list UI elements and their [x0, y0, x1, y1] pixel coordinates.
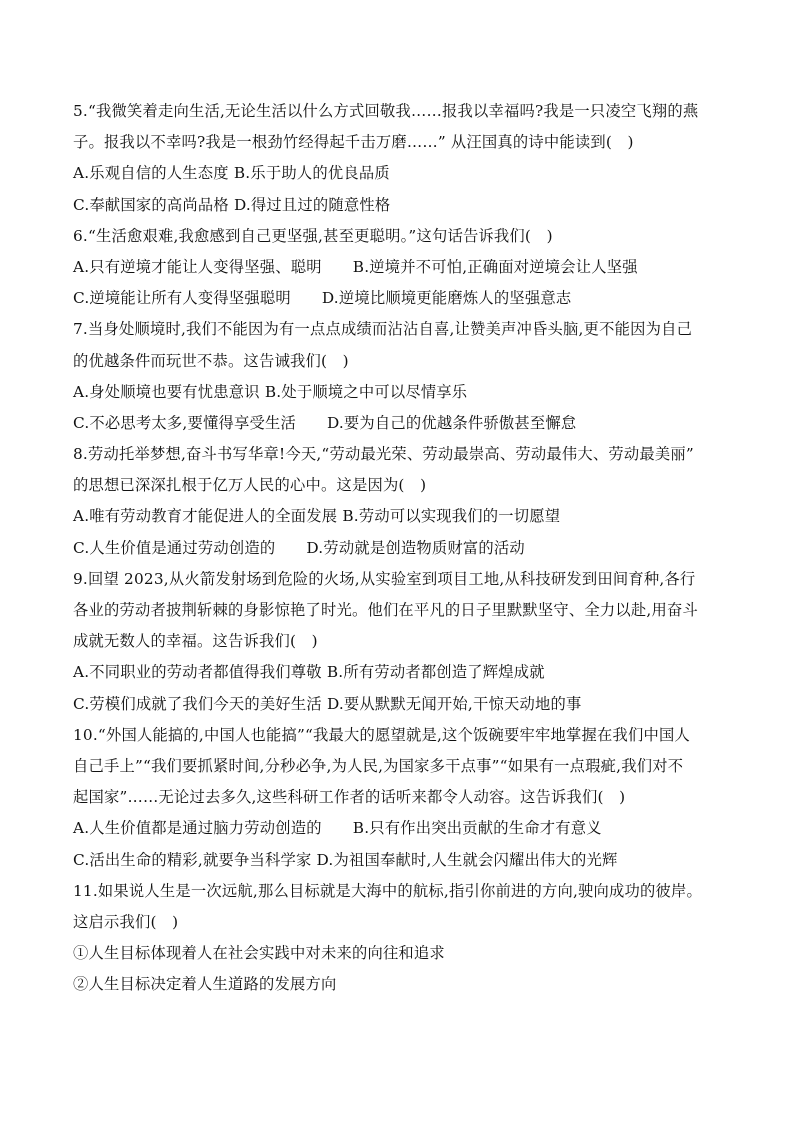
q7-stem-line-1: 7.当身处顺境时,我们不能因为有一点点成绩而沾沾自喜,让赞美声冲昏头脑,更不能因为自己 [73, 320, 693, 339]
q10-options-ab: A.人生价值都是通过脑力劳动创造的 B.只有作出突出贡献的生命才有意义 [73, 819, 602, 838]
q9-stem-line-2: 各业的劳动者披荆斩棘的身影惊艳了时光。他们在平凡的日子里默默坚守、全力以赴,用奋斗 [73, 601, 698, 619]
q8-options-ab: A.唯有劳动教育才能促进人的全面发展 B.劳动可以实现我们的一切愿望 [73, 507, 561, 526]
q8-options-cd: C.人生价值是通过劳动创造的 D.劳动就是创造物质财富的活动 [73, 538, 525, 557]
q5-stem-line-1: 5.“我微笑着走向生活,无论生活以什么方式回敬我……报我以幸福吗?我是一只凌空飞翔的燕 [73, 102, 699, 120]
q10-stem-line-2: 自己手上”“我们要抓紧时间,分秒必争,为人民,为国家多干点事”“如果有一点瑕疵,我们对不 [73, 756, 684, 775]
q7-options-ab: A.身处顺境也要有忧患意识 B.处于顺境之中可以尽情享乐 [73, 382, 468, 401]
q7-stem-line-2: 的优越条件而玩世不恭。这告诫我们( ) [73, 351, 349, 370]
question-page [73, 96, 725, 1000]
q5-options-cd: C.奉献国家的高尚品格 D.得过且过的随意性格 [73, 195, 391, 214]
q9-options-ab: A.不同职业的劳动者都值得我们尊敬 B.所有劳动者都创造了辉煌成就 [73, 663, 545, 682]
q11-stem-line-2: 这启示我们( ) [73, 912, 179, 931]
q8-stem-line-1: 8.劳动托举梦想,奋斗书写华章!今天,“劳动最光荣、劳动最崇高、劳动最伟大、劳动最美丽” [73, 445, 694, 464]
q6-options-ab: A.只有逆境才能让人变得坚强、聪明 B.逆境并不可怕,正确面对逆境会让人坚强 [73, 257, 638, 276]
q6-stem: 6.“生活愈艰难,我愈感到自己更坚强,甚至更聪明。”这句话告诉我们( ) [73, 226, 553, 245]
q5-stem-line-2: 子。报我以不幸吗?我是一根劲竹经得起千击万磨……” 从汪国真的诗中能读到( ) [73, 133, 634, 152]
q10-stem-line-3: 起国家”……无论过去多久,这些科研工作者的话听来都令人动容。这告诉我们( ) [73, 788, 626, 807]
q9-stem-line-1: 9.回望 2023,从火箭发射场到危险的火场,从实验室到项目工地,从科技研发到田间育种,各行 [73, 569, 696, 588]
q10-options-cd: C.活出生命的精彩,就要争当科学家 D.为祖国奉献时,人生就会闪耀出伟大的光辉 [73, 850, 618, 869]
q11-stem-line-1: 11.如果说人生是一次远航,那么目标就是大海中的航标,指引你前进的方向,驶向成功的彼岸。 [73, 881, 702, 900]
q8-stem-line-2: 的思想已深深扎根于亿万人民的心中。这是因为( ) [73, 476, 427, 495]
q6-options-cd: C.逆境能让所有人变得坚强聪明 D.逆境比顺境更能磨炼人的坚强意志 [73, 289, 572, 308]
q9-options-cd: C.劳模们成就了我们今天的美好生活 D.要从默默无闻开始,干惊天动地的事 [73, 694, 582, 713]
q11-statement-1: ①人生目标体现着人在社会实践中对未来的向往和追求 [73, 944, 445, 963]
q7-options-cd: C.不必思考太多,要懂得享受生活 D.要为自己的优越条件骄傲甚至懈怠 [73, 413, 577, 432]
q5-options-ab: A.乐观自信的人生态度 B.乐于助人的优良品质 [73, 164, 390, 183]
q11-statement-2: ②人生目标决定着人生道路的发展方向 [73, 975, 337, 994]
q10-stem-line-1: 10.“外国人能搞的,中国人也能搞”“我最大的愿望就是,这个饭碗要牢牢地掌握在我们中国人 [73, 725, 691, 744]
q9-stem-line-3: 成就无数人的幸福。这告诉我们( ) [73, 632, 318, 651]
